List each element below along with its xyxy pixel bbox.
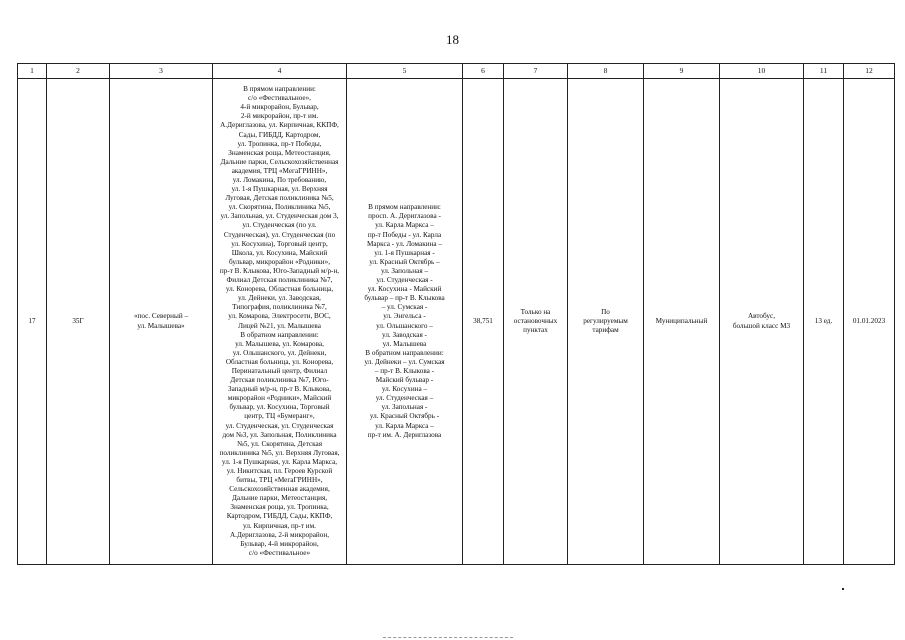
page-number: 18 <box>446 32 459 47</box>
route-name-cell: «пос. Северный – ул. Малышева» <box>110 79 213 565</box>
route-type-cell: Муниципальный <box>644 79 720 565</box>
bottom-edge-mark <box>383 637 513 639</box>
column-number: 8 <box>568 64 644 79</box>
column-number: 1 <box>18 64 47 79</box>
column-number: 5 <box>347 64 463 79</box>
route-number-cell: 35Г <box>47 79 110 565</box>
column-number: 3 <box>110 64 213 79</box>
column-number: 2 <box>47 64 110 79</box>
stops-list-cell: В прямом направлении: с/о «Фестивальное», 4-й микрорайон, Бульвар, 2-й микрорайон, пр-т им. А.Дериглазова, ул. Кирпичная, ККПФ, Сады, ГИБДД, Картодром, ул. Тропинка, пр-т Победы, Знаменская роща, Метеостанция, Дальние парки, Сельскохозяйственная академия, ТРЦ «МегаГРИНН», ул. Ломакина, По требованию, ул. 1-я Пушкарная, ул. Верхняя Луговая, Детская поликлиника №5, ул. Скорятина, Поликлиника №5, ул. Запольная, ул. Студенческая дом 3, ул. Студенческая (по ул. Студенческая), ул. Студенческая (по ул. Косухина), Торговый центр, Школа, ул. Косухина, Майский бульвар, микрорайон «Родники», пр-т В. Клыкова, Юго-Западный м/р-н, Филиал Детская поликлиника №7, ул. Конорева, Областная больница, ул. Дейнеки, ул. Заводская, Типография, поликлиника №7, ул. Комарова, Электросети, ВОС, Лицей №21, ул. Малышева В обратном направлении: ул. Малышева, ул. Комарова, ул. Ольшанского, ул. Дейнеки, Областная больница, ул. Конорева, Перинатальный центр, Филиал Детская поликлиника №7, Юго- Западный м/р-н, пр-т В. Клыкова, микрорайон «Родники», Майский бульвар, ул. Косухина, Торговый центр, ТЦ «Бумеранг», ул. Студенческая, ул. Студенческая дом №3, ул. Запольная, Поликлиника №5, ул. Скорятина, Детская поликлиника №5, ул. Верхняя Луговая, ул. 1-я Пушкарная, ул. Карла Маркса, ул. Никитская, пл. Героев Курской битвы, ТРЦ «МегаГРИНН», Сельскохозяйственная академия, Дальние парки, Метеостанция, Знаменская роща, ул. Тропинка, Картодром, ГИБДД, Сады, ККПФ, ул. Кирпичная, пр-т им. А.Дериглазова, 2-й микрорайон, Бульвар, 4-й микрорайон, с/о «Фестивальное» <box>213 79 347 565</box>
route-length-cell: 38,751 <box>463 79 504 565</box>
column-number: 12 <box>844 64 895 79</box>
tariff-cell: По регулируемым тарифам <box>568 79 644 565</box>
column-number: 6 <box>463 64 504 79</box>
streets-list-cell: В прямом направлении: просп. А. Дериглазова - ул. Карла Маркса – пр-т Победы - ул. Карла Маркса - ул. Ломакина – ул. 1-я Пушкарная - ул. Красный Октябрь – ул. Запольная – ул. Студенческая - ул. Косухина - Майский бульвар – пр-т В. Клыкова – ул. Сумская - ул. Энгельса - ул. Ольшанского – ул. Заводская - ул. Малышева В обратном направлении: ул. Дейнеки – ул. Сумская – пр-т В. Клыкова - Майский бульвар - ул. Косухина – ул. Студенческая – ул. Запольная - ул. Красный Октябрь - ул. Карла Маркса – пр-т им. А. Дериглазова <box>347 79 463 565</box>
column-number: 9 <box>644 64 720 79</box>
route-register-table <box>17 63 895 565</box>
column-number-row <box>18 64 895 79</box>
column-number: 11 <box>804 64 844 79</box>
table-row <box>18 79 895 565</box>
column-number: 4 <box>213 64 347 79</box>
stop-order-cell: Только на остановочных пунктах <box>504 79 568 565</box>
vehicle-class-cell: Автобус, большой класс М3 <box>720 79 804 565</box>
scan-speck <box>842 588 844 590</box>
vehicle-count-cell: 13 ед. <box>804 79 844 565</box>
column-number: 7 <box>504 64 568 79</box>
column-number: 10 <box>720 64 804 79</box>
row-number-cell: 17 <box>18 79 47 565</box>
start-date-cell: 01.01.2023 <box>844 79 895 565</box>
